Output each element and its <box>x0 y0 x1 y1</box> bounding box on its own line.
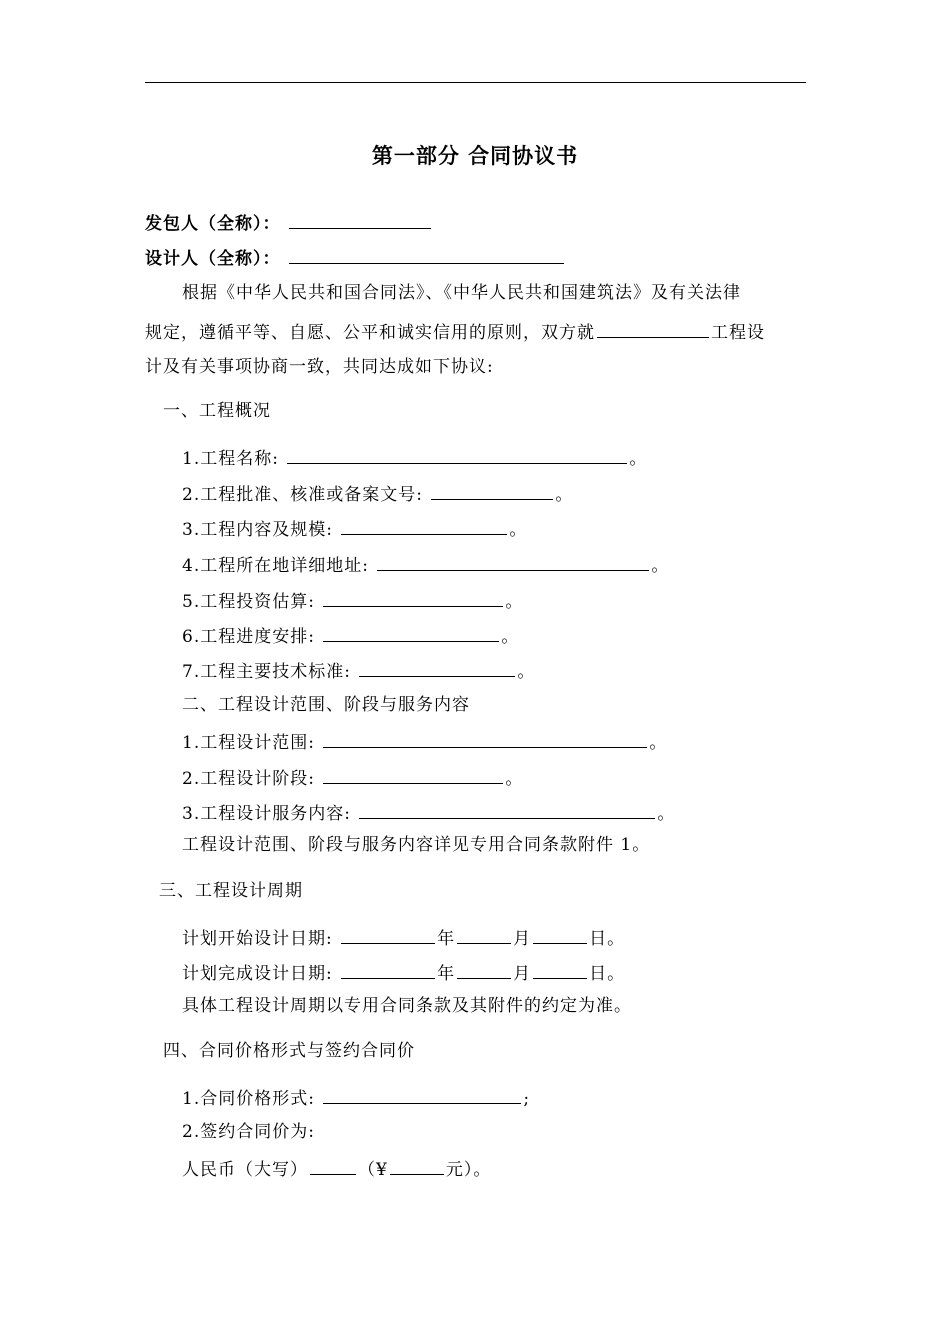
period: 。 <box>505 592 524 612</box>
rmb-uppercase-label: 人民币（大写） <box>182 1160 308 1180</box>
intro-line-3: 计及有关事项协商一致，共同达成如下协议: <box>145 357 494 377</box>
item-label: 7.工程主要技术标准: <box>182 662 351 682</box>
item-label: 3.工程设计服务内容: <box>182 804 351 824</box>
year-label: 年 <box>437 964 456 984</box>
section-3-note: 具体工程设计周期以专用合同条款及其附件的约定为准。 <box>182 996 632 1016</box>
scope-scale-input[interactable] <box>341 517 507 535</box>
section-1-heading: 一、工程概况 <box>163 401 271 421</box>
item-4-2: 2.签约合同价为: <box>182 1122 315 1142</box>
design-scope-input[interactable] <box>323 730 647 748</box>
designer-label: 设计人（全称）： <box>145 249 281 269</box>
item-2-1 <box>182 730 667 753</box>
end-date-label: 计划完成设计日期: <box>182 964 333 984</box>
month-label: 月 <box>513 929 532 949</box>
intro-line-2 <box>145 320 765 343</box>
project-name-input[interactable] <box>287 446 627 464</box>
intro-line-2b: 工程设 <box>711 323 765 343</box>
item-2-3 <box>182 801 675 824</box>
item-label: 1.工程名称: <box>182 449 279 469</box>
item-2-2 <box>182 766 523 789</box>
item-label: 2.工程批准、核准或备案文号: <box>182 485 423 505</box>
start-year-input[interactable] <box>341 926 435 944</box>
design-phase-input[interactable] <box>323 766 503 784</box>
period: 。 <box>651 556 670 576</box>
item-label: 1.合同价格形式: <box>182 1089 315 1109</box>
period: 。 <box>649 733 668 753</box>
schedule-input[interactable] <box>323 624 499 642</box>
item-1-5 <box>182 589 523 612</box>
start-date-line <box>182 926 625 949</box>
item-4-1 <box>182 1086 530 1109</box>
month-label: 月 <box>513 964 532 984</box>
price-form-input[interactable] <box>323 1086 521 1104</box>
section-4-heading: 四、合同价格形式与签约合同价 <box>163 1041 415 1061</box>
start-day-input[interactable] <box>533 926 587 944</box>
investment-estimate-input[interactable] <box>323 589 503 607</box>
intro-line-2a: 规定，遵循平等、自愿、公平和诚实信用的原则，双方就 <box>145 323 595 343</box>
page-title: 第一部分 合同协议书 <box>371 144 579 168</box>
item-label: 3.工程内容及规模: <box>182 520 333 540</box>
item-1-7 <box>182 659 535 682</box>
item-1-1 <box>182 446 647 469</box>
intro-line-1: 根据《中华人民共和国合同法》、《中华人民共和国建筑法》及有关法律 <box>182 283 741 303</box>
start-month-input[interactable] <box>457 926 511 944</box>
designer-line <box>145 246 566 269</box>
period: 。 <box>555 485 574 505</box>
design-service-input[interactable] <box>359 801 655 819</box>
employer-label: 发包人（全称）： <box>145 214 281 234</box>
period: 。 <box>509 520 528 540</box>
designer-name-field[interactable] <box>289 246 564 264</box>
rmb-uppercase-input[interactable] <box>310 1157 356 1175</box>
day-label: 日。 <box>589 964 626 984</box>
yen-label: （¥ <box>358 1160 388 1180</box>
project-name-field[interactable] <box>597 320 709 338</box>
year-label: 年 <box>437 929 456 949</box>
semicolon: ; <box>523 1089 531 1109</box>
item-1-2 <box>182 482 573 505</box>
section-3-heading: 三、工程设计周期 <box>159 881 303 901</box>
employer-name-field[interactable] <box>289 211 431 229</box>
item-label: 1.工程设计范围: <box>182 733 315 753</box>
item-label: 6.工程进度安排: <box>182 627 315 647</box>
item-label: 4.工程所在地详细地址: <box>182 556 369 576</box>
address-input[interactable] <box>377 553 649 571</box>
section-2-heading: 二、工程设计范围、阶段与服务内容 <box>182 695 470 715</box>
period: 。 <box>657 804 676 824</box>
period: 。 <box>629 449 648 469</box>
end-month-input[interactable] <box>457 961 511 979</box>
item-1-3 <box>182 517 527 540</box>
section-2-note: 工程设计范围、阶段与服务内容详见专用合同条款附件 1。 <box>182 835 651 855</box>
item-1-6 <box>182 624 519 647</box>
item-label: 5.工程投资估算: <box>182 592 315 612</box>
end-year-input[interactable] <box>341 961 435 979</box>
yuan-label: 元）。 <box>445 1160 492 1180</box>
contract-price-line <box>182 1157 491 1180</box>
technical-standard-input[interactable] <box>359 659 515 677</box>
item-label: 2.工程设计阶段: <box>182 769 315 789</box>
end-day-input[interactable] <box>533 961 587 979</box>
approval-number-input[interactable] <box>431 482 553 500</box>
item-1-4 <box>182 553 669 576</box>
period: 。 <box>501 627 520 647</box>
employer-line <box>145 211 433 234</box>
period: 。 <box>505 769 524 789</box>
day-label: 日。 <box>589 929 626 949</box>
period: 。 <box>517 662 536 682</box>
end-date-line <box>182 961 625 984</box>
start-date-label: 计划开始设计日期: <box>182 929 333 949</box>
rmb-amount-input[interactable] <box>390 1157 444 1175</box>
header-rule <box>145 82 806 83</box>
